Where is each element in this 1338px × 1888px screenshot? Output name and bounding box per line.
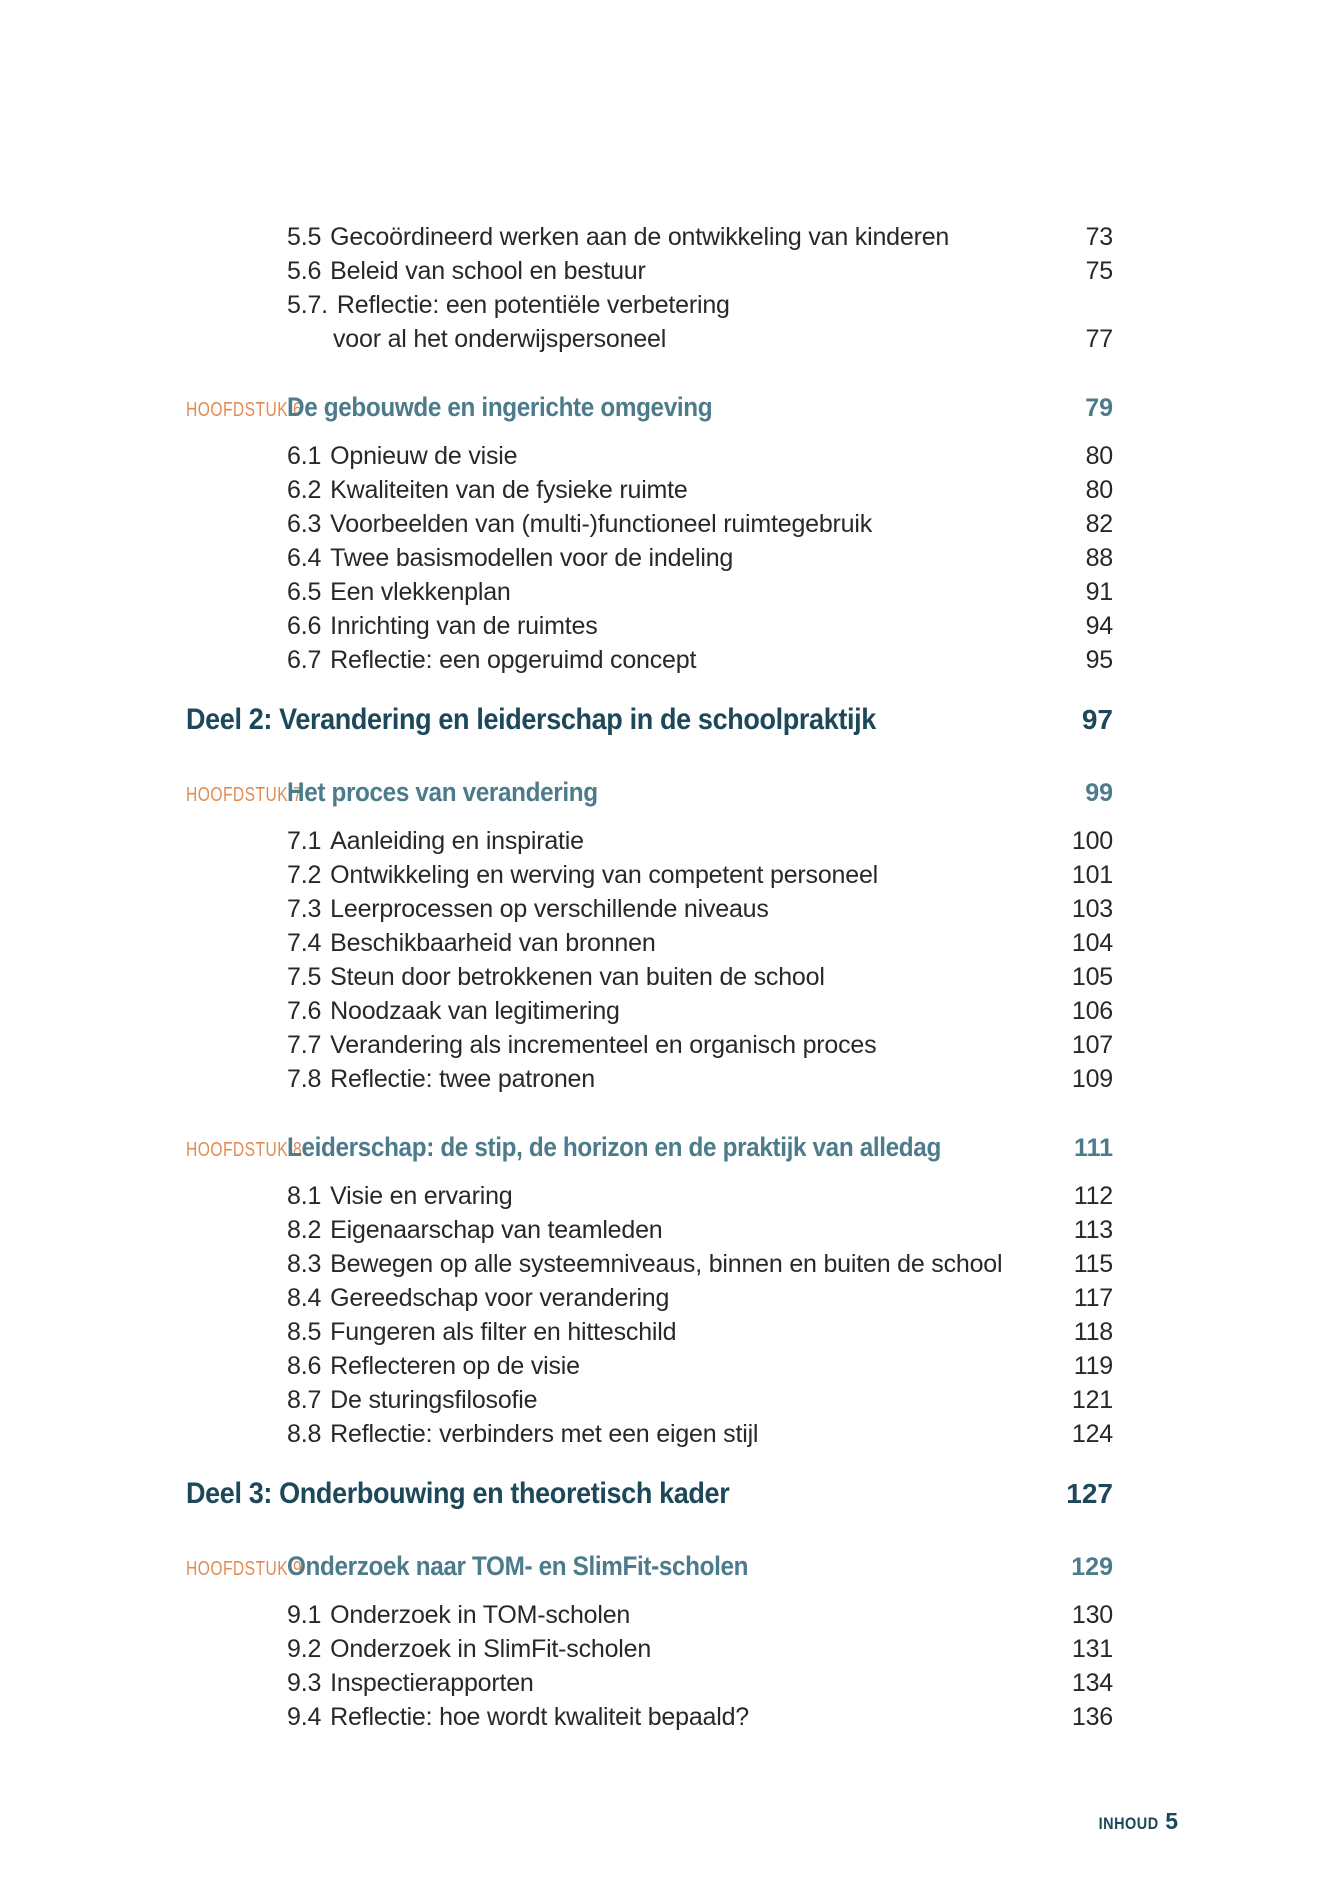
- entry-number: 8.5: [287, 1318, 322, 1346]
- chapter-page-number: 99: [1085, 779, 1113, 807]
- toc-entry: [0, 288, 1113, 356]
- chapter-page-number: 111: [1074, 1134, 1113, 1162]
- entry-number: 8.1: [287, 1182, 322, 1210]
- entry-text: [287, 892, 769, 926]
- entry-page-number: 121: [1071, 1386, 1113, 1414]
- entry-page-number: 109: [1071, 1065, 1113, 1093]
- entry-title: Kwaliteiten van de fysieke ruimte: [330, 476, 688, 504]
- entry-title: Visie en ervaring: [330, 1182, 513, 1210]
- toc-entry: [0, 1417, 1113, 1451]
- entry-page-number: 118: [1073, 1318, 1113, 1346]
- entry-line: [287, 1598, 630, 1632]
- entry-number: 9.2: [287, 1635, 322, 1663]
- entry-title: Leerprocessen op verschillende niveaus: [330, 895, 769, 923]
- entry-page-number: 73: [1085, 223, 1113, 251]
- entry-text: [287, 575, 511, 609]
- entry-text: [287, 994, 620, 1028]
- entry-line: [287, 926, 656, 960]
- entry-title: De sturingsfilosofie: [330, 1386, 538, 1414]
- entry-page-number: 106: [1071, 997, 1113, 1025]
- entry-text: [287, 1666, 534, 1700]
- entry-text: [287, 1028, 876, 1062]
- entry-text: [287, 858, 878, 892]
- entry-number: 8.8: [287, 1420, 322, 1448]
- entry-text: [287, 507, 872, 541]
- chapter-label: HOOFDSTUK 6: [186, 399, 303, 421]
- entry-page-number: 105: [1071, 963, 1113, 991]
- footer-page-number: 5: [1165, 1808, 1178, 1834]
- toc-entry: [0, 892, 1113, 926]
- entry-text: [287, 1417, 758, 1451]
- entry-line: [287, 1247, 1002, 1281]
- entry-page-number: 80: [1085, 476, 1113, 504]
- entry-page-number: 101: [1071, 861, 1113, 889]
- chapter-label: HOOFDSTUK 9: [186, 1558, 303, 1580]
- toc-entry: [0, 1315, 1113, 1349]
- entry-line: [287, 892, 769, 926]
- entry-line: [287, 1179, 513, 1213]
- entry-text: [287, 1349, 580, 1383]
- entry-line: [287, 1062, 595, 1096]
- entry-text: [287, 1247, 1002, 1281]
- part-page-number: 127: [1066, 1478, 1113, 1509]
- toc-entry: [0, 1247, 1113, 1281]
- entry-text: [287, 1179, 513, 1213]
- entry-page-number: 75: [1085, 257, 1113, 285]
- footer: [1088, 1808, 1178, 1835]
- entry-text: [287, 960, 825, 994]
- entry-number: 8.3: [287, 1250, 322, 1278]
- entry-line: [287, 960, 825, 994]
- entry-number: 7.5: [287, 963, 322, 991]
- toc-entry: [0, 960, 1113, 994]
- entry-page-number: 124: [1071, 1420, 1113, 1448]
- chapter-heading: [0, 1547, 1113, 1588]
- entry-line: [287, 643, 696, 677]
- toc-entry: [0, 1028, 1113, 1062]
- entry-title: Bewegen op alle systeemniveaus, binnen en buiten de school: [330, 1250, 1003, 1278]
- entry-title: Inspectierapporten: [330, 1669, 534, 1697]
- entry-title: Gereedschap voor verandering: [330, 1284, 670, 1312]
- entry-number: 6.7: [287, 646, 322, 674]
- chapter-heading: [0, 388, 1113, 429]
- toc-entry: [0, 1383, 1113, 1417]
- entry-text: [287, 541, 733, 575]
- chapter-heading-text: [186, 388, 759, 429]
- entry-page-number: 115: [1073, 1250, 1113, 1278]
- entry-title: Gecoördineerd werken aan de ontwikkeling van kinderen: [330, 223, 950, 251]
- entry-number: 5.6: [287, 257, 322, 285]
- entry-page-number: 94: [1085, 612, 1113, 640]
- entry-text: [287, 1632, 651, 1666]
- entry-line: [287, 1281, 669, 1315]
- entry-number: 7.8: [287, 1065, 322, 1093]
- toc-entry: [0, 609, 1113, 643]
- chapter-heading-text: [186, 1547, 799, 1588]
- entry-number: 8.6: [287, 1352, 322, 1380]
- chapter-title: Het proces van verandering: [287, 777, 598, 807]
- toc-entry: [0, 858, 1113, 892]
- entry-number: 7.1: [287, 827, 322, 855]
- toc-entries-group: [0, 220, 1113, 356]
- toc-entry: [0, 1281, 1113, 1315]
- part-title: Deel 3: Onderbouwing en theoretisch kader: [186, 1477, 730, 1510]
- entry-page-number: 103: [1071, 895, 1113, 923]
- chapter-heading: [0, 1128, 1113, 1169]
- part-title: Deel 2: Verandering en leiderschap in de schoolpraktijk: [186, 703, 876, 736]
- toc-entry: [0, 254, 1113, 288]
- entry-title: Fungeren als filter en hitteschild: [330, 1318, 677, 1346]
- table-of-contents: [0, 220, 1113, 1734]
- entry-line: [287, 220, 949, 254]
- entry-text: [287, 1700, 749, 1734]
- chapter-label: HOOFDSTUK 7: [186, 784, 303, 806]
- entry-number: 7.4: [287, 929, 322, 957]
- entry-page-number: 134: [1071, 1669, 1113, 1697]
- footer-label: INHOUD: [1098, 1814, 1159, 1833]
- entry-title: Reflectie: hoe wordt kwaliteit bepaald?: [330, 1703, 749, 1731]
- entry-line: [287, 288, 730, 322]
- entry-page-number: 88: [1085, 544, 1113, 572]
- entry-title: Aanleiding en inspiratie: [330, 827, 584, 855]
- toc-entry: [0, 1349, 1113, 1383]
- entry-title: Beschikbaarheid van bronnen: [330, 929, 656, 957]
- chapter-heading: [0, 773, 1113, 814]
- toc-entry: [0, 507, 1113, 541]
- toc-entry: [0, 1666, 1113, 1700]
- entry-text: [287, 643, 696, 677]
- entry-page-number: 117: [1073, 1284, 1113, 1312]
- toc-entry: [0, 824, 1113, 858]
- entry-title: Voorbeelden van (multi-)functioneel ruimtegebruik: [330, 510, 873, 538]
- toc-entry: [0, 994, 1113, 1028]
- entry-text: [287, 926, 656, 960]
- entry-line: [287, 824, 584, 858]
- entry-title: Ontwikkeling en werving van competent personeel: [330, 861, 879, 889]
- entry-page-number: 91: [1085, 578, 1113, 606]
- toc-entry: [0, 643, 1113, 677]
- entry-text: [287, 1213, 663, 1247]
- entry-number: 9.4: [287, 1703, 322, 1731]
- entry-line: [287, 254, 646, 288]
- part-heading: [0, 1473, 1113, 1515]
- entry-page-number: 131: [1071, 1635, 1113, 1663]
- entry-text: [287, 1062, 595, 1096]
- toc-entry: [0, 1062, 1113, 1096]
- entry-line: [287, 1417, 758, 1451]
- entry-number: 6.2: [287, 476, 322, 504]
- entry-line: [287, 575, 511, 609]
- entry-text: [287, 824, 584, 858]
- entry-page-number: 80: [1085, 442, 1113, 470]
- entry-text: [287, 1281, 669, 1315]
- entry-page-number: 113: [1073, 1216, 1113, 1244]
- entry-title: Reflectie: een opgeruimd concept: [330, 646, 697, 674]
- entry-number: 6.6: [287, 612, 322, 640]
- toc-entry: [0, 541, 1113, 575]
- chapter-page-number: 129: [1071, 1553, 1113, 1581]
- entry-text: [287, 1598, 630, 1632]
- entry-line: [287, 507, 872, 541]
- entry-title: Steun door betrokkenen van buiten de school: [330, 963, 825, 991]
- entry-title: Reflectie: een potentiële verbetering: [336, 291, 730, 319]
- entry-line: [287, 1349, 580, 1383]
- entry-number: 6.5: [287, 578, 322, 606]
- entry-title: Reflectie: twee patronen: [330, 1065, 595, 1093]
- entry-number: 6.1: [287, 442, 322, 470]
- chapter-title: De gebouwde en ingerichte omgeving: [287, 392, 713, 422]
- entry-page-number: 100: [1071, 827, 1113, 855]
- entry-title: Een vlekkenplan: [330, 578, 511, 606]
- entry-number: 7.2: [287, 861, 322, 889]
- entry-line: [287, 1666, 534, 1700]
- entry-page-number: 104: [1071, 929, 1113, 957]
- part-heading: [0, 699, 1113, 741]
- entry-line: [287, 1213, 663, 1247]
- entry-title: Opnieuw de visie: [330, 442, 518, 470]
- chapter-heading-text: [186, 1128, 1014, 1169]
- entry-title: Verandering als incrementeel en organisch proces: [330, 1031, 877, 1059]
- entry-number: 9.3: [287, 1669, 322, 1697]
- entry-text: [287, 609, 598, 643]
- entry-text: [287, 439, 517, 473]
- toc-entry: [0, 473, 1113, 507]
- entry-title: Onderzoek in TOM-scholen: [330, 1601, 631, 1629]
- entry-page-number: 82: [1085, 510, 1113, 538]
- toc-entry: [0, 1598, 1113, 1632]
- entry-title: Onderzoek in SlimFit-scholen: [330, 1635, 652, 1663]
- entry-line: [287, 541, 733, 575]
- entry-number: 9.1: [287, 1601, 322, 1629]
- entry-page-number: 119: [1073, 1352, 1113, 1380]
- entry-number: 8.2: [287, 1216, 322, 1244]
- entry-number: 8.4: [287, 1284, 322, 1312]
- chapter-title: Leiderschap: de stip, de horizon en de praktijk van alledag: [287, 1132, 941, 1162]
- entry-number: 6.4: [287, 544, 322, 572]
- entry-line: [287, 1315, 676, 1349]
- entry-text: [287, 1315, 676, 1349]
- entry-line: [287, 1632, 651, 1666]
- entry-number: 7.3: [287, 895, 322, 923]
- entry-line: [287, 609, 598, 643]
- entry-title: Inrichting van de ruimtes: [330, 612, 598, 640]
- toc-entry: [0, 926, 1113, 960]
- toc-entry: [0, 220, 1113, 254]
- entry-number: 7.6: [287, 997, 322, 1025]
- toc-entries-group: [0, 824, 1113, 1096]
- chapter-heading-text: [186, 773, 632, 814]
- toc-entry: [0, 575, 1113, 609]
- entry-number: 8.7: [287, 1386, 322, 1414]
- entry-title: Twee basismodellen voor de indeling: [330, 544, 734, 572]
- entry-title: Reflecteren op de visie: [330, 1352, 580, 1380]
- entry-page-number: 130: [1071, 1601, 1113, 1629]
- toc-entries-group: [0, 439, 1113, 677]
- entry-text: [287, 254, 646, 288]
- chapter-page-number: 79: [1085, 394, 1113, 422]
- entry-title: Noodzaak van legitimering: [330, 997, 620, 1025]
- entry-line: [287, 439, 517, 473]
- entry-line: [287, 1700, 749, 1734]
- entry-page-number: 95: [1085, 646, 1113, 674]
- entry-text: [287, 1383, 537, 1417]
- entry-number: 7.7: [287, 1031, 322, 1059]
- entry-line: [287, 858, 878, 892]
- chapter-title: Onderzoek naar TOM- en SlimFit-scholen: [287, 1551, 749, 1581]
- entry-title: Reflectie: verbinders met een eigen stijl: [330, 1420, 759, 1448]
- toc-entry: [0, 1179, 1113, 1213]
- entry-line: [287, 994, 620, 1028]
- entry-title-continued: voor al het onderwijspersoneel: [333, 325, 667, 353]
- entry-page-number: 107: [1071, 1031, 1113, 1059]
- toc-entry: [0, 1213, 1113, 1247]
- entry-title: Beleid van school en bestuur: [330, 257, 646, 285]
- entry-page-number: 112: [1073, 1182, 1113, 1210]
- toc-entries-group: [0, 1598, 1113, 1734]
- entry-title: Eigenaarschap van teamleden: [330, 1216, 663, 1244]
- toc-entry: [0, 1700, 1113, 1734]
- entry-text: [287, 288, 730, 356]
- entry-text: [287, 473, 688, 507]
- chapter-label: HOOFDSTUK 8: [186, 1139, 303, 1161]
- toc-entry: [0, 1632, 1113, 1666]
- entry-line: [287, 1028, 876, 1062]
- entry-page-number: 136: [1071, 1703, 1113, 1731]
- entry-number: 5.5: [287, 223, 322, 251]
- part-page-number: 97: [1081, 704, 1113, 735]
- entry-line: [287, 1383, 537, 1417]
- entry-page-number: 77: [1085, 325, 1113, 353]
- entry-line: [287, 473, 688, 507]
- toc-entry: [0, 439, 1113, 473]
- entry-text: [287, 220, 949, 254]
- entry-number: 5.7.: [287, 291, 328, 319]
- toc-entries-group: [0, 1179, 1113, 1451]
- entry-number: 6.3: [287, 510, 322, 538]
